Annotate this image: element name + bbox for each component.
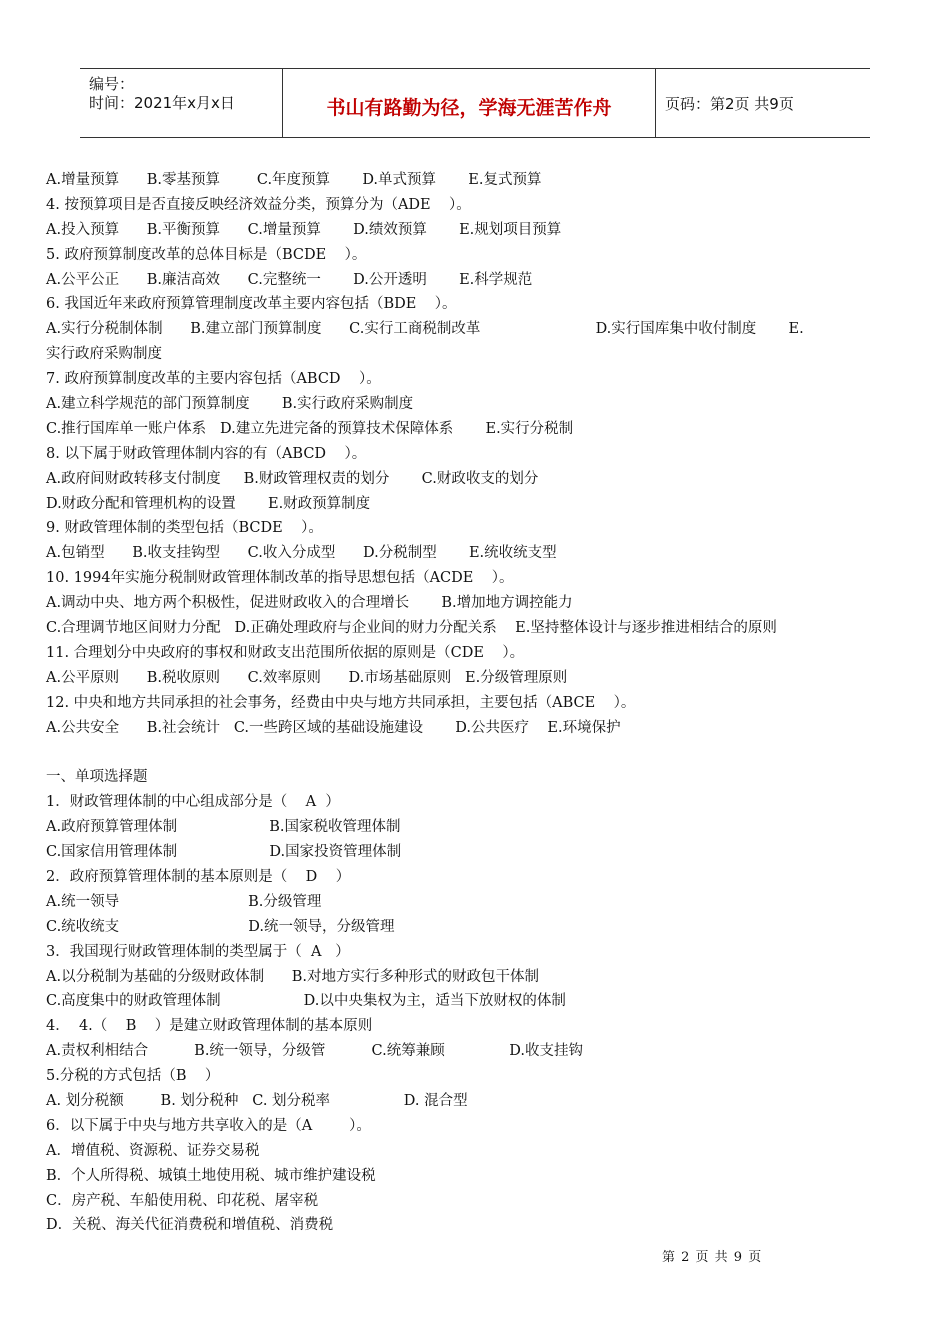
text-line: A.调动中央、地方两个积极性，促进财政收入的合理增长 B.增加地方调控能力 [46,595,573,612]
header-motto-cell [282,69,656,137]
text-line: A.包销型 B.收支挂钩型 C.收入分成型 D.分税制型 E.统收统支型 [46,545,557,562]
blank-line [46,740,916,765]
text-line: A.政府间财政转移支付制度 B.财政管理权责的划分 C.财政收支的划分 [46,470,539,487]
document-number-label: 编号： [89,75,135,93]
text-line: A.实行分税制体制 B.建立部门预算制度 C.实行工商税制改革 D.实行国库集中收付制度 E. [46,321,804,338]
text-line: 5. 政府预算制度改革的总体目标是（BCDE ）。 [46,246,367,263]
text-line: A．增值税、资源税、证券交易税 [46,1142,260,1159]
page-footer: 第 2 页 共 9 页 [662,1250,763,1265]
text-line: 4． 4.（ B ）是建立财政管理体制的基本原则 [46,1018,373,1035]
text-line: 2．政府预算管理体制的基本原则是（ D ） [46,868,351,885]
text-line: 4. 按预算项目是否直接反映经济效益分类，预算分为（ADE ）。 [46,196,471,213]
text-line: C.统收统支 D.统一领导，分级管理 [46,918,395,935]
text-line: A.公平原则 B.税收原则 C.效率原则 D.市场基础原则 E.分级管理原则 [46,669,568,686]
text-line: C.高度集中的财政管理体制 D.以中央集权为主，适当下放财权的体制 [46,993,566,1010]
text-line: A.统一领导 B.分级管理 [46,893,322,910]
text-line: C.国家信用管理体制 D.国家投资管理体制 [46,844,402,861]
text-line: 1．财政管理体制的中心组成部分是（ A ） [46,794,340,811]
header-meta-cell [80,69,282,137]
text-line: A.建立科学规范的部门预算制度 B.实行政府采购制度 [46,396,414,413]
text-line: 一、单项选择题 [46,769,148,786]
text-line: 7. 政府预算制度改革的主要内容包括（ABCD ）。 [46,371,381,388]
header-motto: 书山有路勤为径，学海无涯苦作舟 [326,97,612,119]
text-line: A.公平公正 B.廉洁高效 C.完整统一 D.公开透明 E.科学规范 [46,271,533,288]
page-header [80,68,870,138]
text-line: 8. 以下属于财政管理体制内容的有（ABCD ）。 [46,445,367,462]
header-page-cell [655,69,870,137]
text-line: 6．以下属于中央与地方共享收入的是（A ）。 [46,1117,371,1134]
text-line: 12. 中央和地方共同承担的社会事务，经费由中央与地方共同承担，主要包括（ABCE ）。 [46,694,636,711]
text-line: 10. 1994年实施分税制财政管理体制改革的指导思想包括（ACDE ）。 [46,570,514,587]
text-line: A.责权利相结合 B.统一领导，分级管 C.统筹兼顾 D.收支挂钩 [46,1043,583,1060]
text-line: A.增量预算 B.零基预算 C.年度预算 D.单式预算 E.复式预算 [46,172,542,188]
text-line: 实行政府采购制度 [46,346,162,363]
text-line: A. 划分税额 B. 划分税种 C. 划分税率 D. 混合型 [46,1092,468,1109]
text-line: D.财政分配和管理机构的设置 E.财政预算制度 [46,495,371,512]
text-line: C.合理调节地区间财力分配 D.正确处理政府与企业间的财力分配关系 E.坚持整体设计与逐步推进相结合的原则 [46,620,777,637]
text-line: B．个人所得税、城镇土地使用税、城市维护建设税 [46,1167,376,1184]
document-date: 时间：2021年x月x日 [89,94,235,112]
text-line: 6. 我国近年来政府预算管理制度改革主要内容包括（BDE ）。 [46,296,457,313]
text-line: A.政府预算管理体制 B.国家税收管理体制 [46,819,401,836]
text-line: A.公共安全 B.社会统计 C.一些跨区域的基础设施建设 D.公共医疗 E.环境保护 [46,719,621,736]
text-line: A.投入预算 B.平衡预算 C.增量预算 D.绩效预算 E.规划项目预算 [46,221,562,238]
text-line: D．关税、海关代征消费税和增值税、消费税 [46,1217,334,1234]
document-body [46,168,916,1238]
text-line: A.以分税制为基础的分级财政体制 B.对地方实行多种形式的财政包干体制 [46,968,539,985]
text-line: 9. 财政管理体制的类型包括（BCDE ）。 [46,520,323,537]
text-line: 11. 合理划分中央政府的事权和财政支出范围所依据的原则是（CDE ）。 [46,644,525,661]
text-line: 5.分税的方式包括（B ） [46,1068,220,1085]
text-line: 3．我国现行财政管理体制的类型属于（ A ） [46,943,350,960]
text-line: C．房产税、车船使用税、印花税、屠宰税 [46,1192,319,1209]
text-line: C.推行国库单一账户体系 D.建立先进完备的预算技术保障体系 E.实行分税制 [46,420,574,437]
header-page-info: 页码：第2页 共9页 [665,95,794,113]
